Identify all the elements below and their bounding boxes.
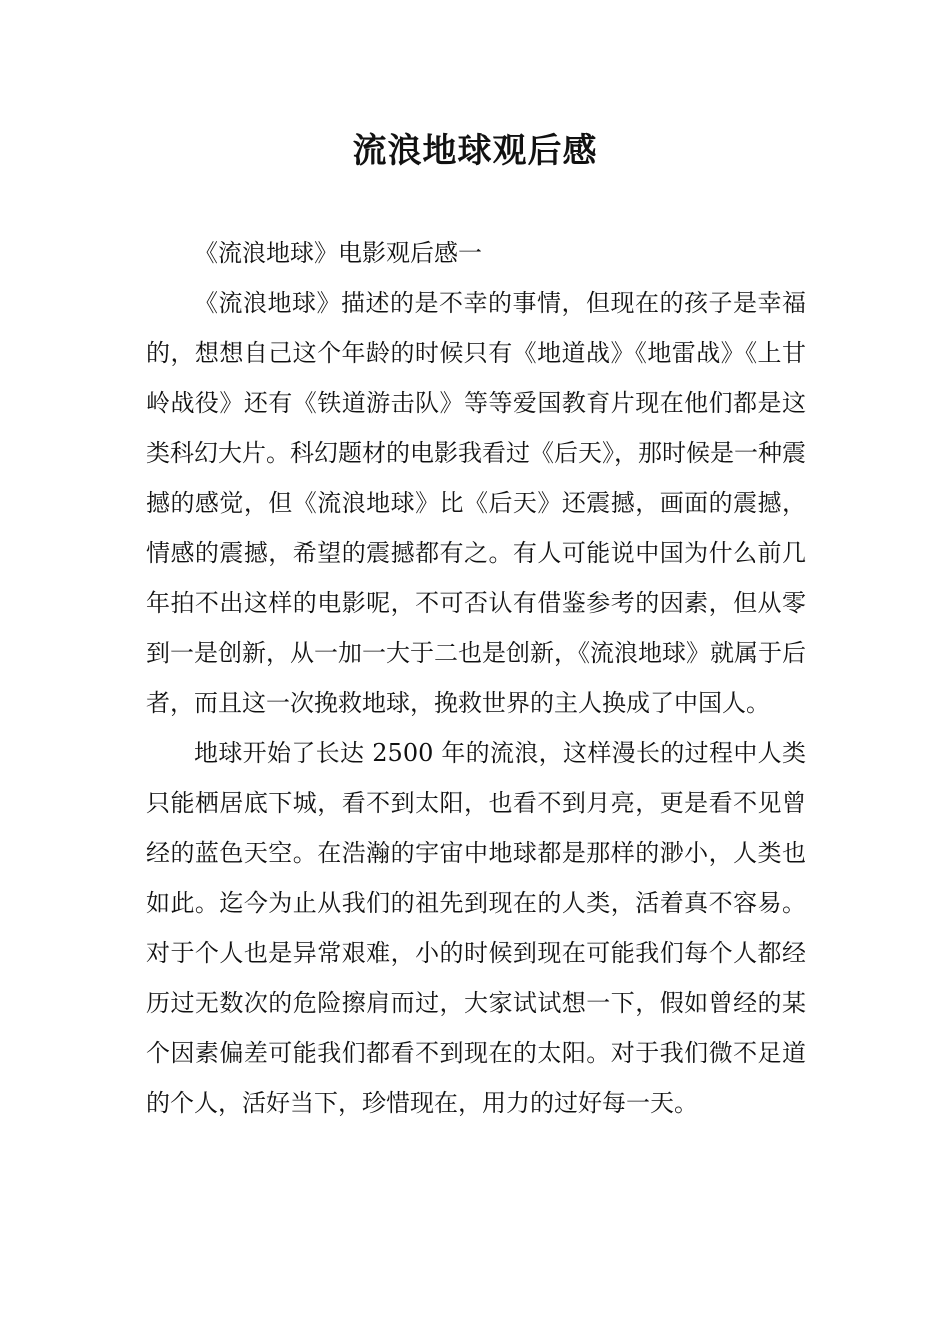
paragraph-subtitle: 《流浪地球》电影观后感一 <box>194 239 482 267</box>
paragraph-2: 地球开始了长达 2500 年的流浪，这样漫长的过程中人类只能栖居底下城，看不到太阳，也看不到月亮，更是看不见曾经的蓝色天空。在浩瀚的宇宙中地球都是那样的渺小，人类也如此。迄今为止从我们的祖先到现在的人类，活着真不容易。对于个人也是异常艰难，小的时候到现在可能我们每个人都经历过无数次的危险擦肩而过，大家试试想一下，假如曾经的某个因素偏差可能我们都看不到现在的太阳。对于我们微不足道的个人，活好当下，珍惜现在，用力的过好每一天。 <box>146 739 806 1117</box>
document-title: 流浪地球观后感 <box>352 131 598 171</box>
paragraph-1: 《流浪地球》描述的是不幸的事情，但现在的孩子是幸福的，想想自己这个年龄的时候只有《地道战》《地雷战》《上甘岭战役》还有《铁道游击队》等等爱国教育片现在他们都是这类科幻大片。科幻题材的电影我看过《后天》，那时候是一种震撼的感觉，但《流浪地球》比《后天》还震撼，画面的震撼，情感的震撼，希望的震撼都有之。有人可能说中国为什么前几年拍不出这样的电影呢，不可否认有借鉴参考的因素，但从零到一是创新，从一加一大于二也是创新，《流浪地球》就属于后者，而且这一次挽救地球，挽救世界的主人换成了中国人。 <box>146 289 806 717</box>
document-body <box>146 228 806 1128</box>
